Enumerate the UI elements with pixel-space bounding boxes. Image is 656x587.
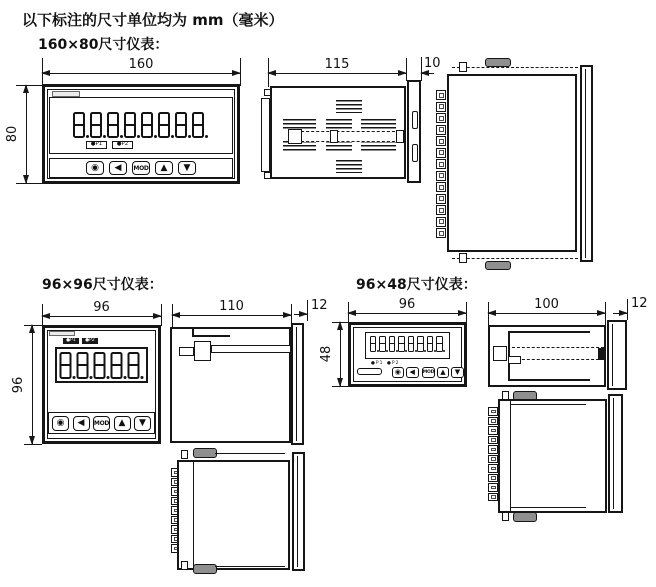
label-tab xyxy=(49,331,75,336)
terminal-strip xyxy=(488,407,498,502)
circle-button: ◉ xyxy=(52,416,69,431)
bezel xyxy=(580,65,593,262)
p1-indicator: ●P1 xyxy=(371,361,384,366)
digit-8 xyxy=(436,336,443,352)
rod-screw-head xyxy=(288,129,302,144)
up-button: ▲ xyxy=(155,161,173,176)
case-body xyxy=(498,399,607,513)
clamp-screw-head xyxy=(502,512,509,521)
p2-indicator: ●P2 xyxy=(112,141,133,149)
button-row xyxy=(50,159,232,177)
bezel-inner-line xyxy=(612,324,613,386)
decimal-point xyxy=(205,135,208,138)
digit-8 xyxy=(398,336,405,352)
digit-8 xyxy=(90,112,102,138)
case-step-line xyxy=(508,379,590,381)
page-title: 以下标注的尺寸单位均为 mm（毫米） xyxy=(22,11,284,29)
digit-8 xyxy=(127,352,140,379)
digit-8 xyxy=(73,112,85,138)
terminal-block xyxy=(436,102,446,112)
decimal-point xyxy=(154,135,157,138)
left-button: ◀ xyxy=(406,367,419,378)
terminal-block xyxy=(436,182,446,192)
depth-dimension-value: 100 xyxy=(531,298,562,311)
height-dimension-value: 96 xyxy=(12,373,25,396)
circle-button: ◉ xyxy=(392,367,405,378)
rod-nut xyxy=(330,130,338,143)
decimal-point xyxy=(377,350,379,352)
clamp-block xyxy=(194,341,211,361)
bezel-dimension-arrow xyxy=(613,313,627,314)
down-button: ▼ xyxy=(134,416,151,431)
digit-8 xyxy=(379,336,386,352)
mounting-clamp xyxy=(513,512,537,522)
up-button: ▲ xyxy=(114,416,131,431)
mod-button: MOD xyxy=(132,161,150,176)
extension-line xyxy=(16,183,42,184)
terminal-block xyxy=(436,228,446,238)
decimal-point xyxy=(89,376,92,379)
height-dimension xyxy=(11,325,33,444)
width-dimension xyxy=(348,297,466,314)
terminal-block xyxy=(436,136,446,146)
terminal-block xyxy=(436,159,446,169)
decimal-point xyxy=(72,376,75,379)
decimal-point xyxy=(415,350,417,352)
vent-slots xyxy=(361,119,396,131)
bezel-dimension-arrow xyxy=(421,73,434,74)
decimal-point xyxy=(137,135,140,138)
clamp-centerline xyxy=(452,258,578,259)
up-button: ▲ xyxy=(437,367,450,378)
clamp-screw-head xyxy=(493,346,507,361)
digit-8 xyxy=(141,112,153,138)
decimal-point xyxy=(396,350,398,352)
bezel xyxy=(291,323,304,445)
depth-dimension xyxy=(268,57,406,74)
vent-slots xyxy=(361,141,396,153)
section-label-96x48: 96×48尺寸仪表： xyxy=(356,277,477,293)
terminal-block xyxy=(488,474,498,483)
terminal-block xyxy=(488,483,498,492)
panel-outline xyxy=(42,84,240,184)
rod-nut xyxy=(396,130,404,143)
clamp-rail xyxy=(211,345,291,353)
decimal-point xyxy=(140,376,143,379)
terminal-strip xyxy=(436,90,446,240)
mounting-clamp xyxy=(193,448,217,458)
button-bar xyxy=(48,412,155,434)
button-row xyxy=(49,413,154,433)
rod-centerline xyxy=(512,359,604,360)
terminal-block xyxy=(488,445,498,454)
height-dimension-value: 80 xyxy=(6,123,19,146)
case-step-line xyxy=(192,335,230,337)
mod-button: MOD xyxy=(422,367,435,378)
bezel-inner-line xyxy=(296,327,297,441)
rod-centerline xyxy=(512,347,604,348)
seven-segment-display xyxy=(370,336,446,352)
p2-indicator: ●P2 xyxy=(82,338,98,344)
width-dimension-value: 160 xyxy=(126,58,157,71)
down-button: ▼ xyxy=(178,161,196,176)
width-dimension xyxy=(42,300,161,317)
bezel-latch-slot xyxy=(412,144,418,162)
terminal-block xyxy=(436,113,446,123)
mounting-clamp xyxy=(485,58,511,67)
width-dimension-value: 96 xyxy=(396,298,419,311)
terminal-block xyxy=(436,194,446,204)
panel-outline xyxy=(348,322,467,387)
p1-indicator: ●P1 xyxy=(86,141,107,149)
clamp-screw-head xyxy=(181,561,188,570)
digit-8 xyxy=(93,352,106,379)
width-dimension-value: 96 xyxy=(90,301,113,314)
bezel-dimension-arrow xyxy=(294,314,307,315)
mounting-flange xyxy=(261,98,270,172)
down-button: ▼ xyxy=(451,367,464,378)
clamp-rail-line xyxy=(215,453,285,454)
left-button: ◀ xyxy=(109,161,127,176)
terminal-block xyxy=(436,125,446,135)
clamp-screw-head xyxy=(459,62,467,72)
left-button: ◀ xyxy=(73,416,90,431)
bezel-dimension-value: 10 xyxy=(424,56,441,71)
case-step-line xyxy=(511,404,586,405)
digit-8 xyxy=(389,336,396,352)
case-body xyxy=(447,74,577,252)
terminal-block xyxy=(488,493,498,502)
clamp-rail-line xyxy=(215,566,285,567)
digit-8 xyxy=(110,352,123,379)
terminal-block xyxy=(436,171,446,181)
terminal-block xyxy=(488,426,498,435)
case-inner-line xyxy=(510,400,511,512)
bezel-inner-line xyxy=(297,456,298,567)
case-step-line xyxy=(508,331,590,333)
terminal-block xyxy=(488,455,498,464)
display-window xyxy=(365,332,450,359)
depth-dimension-value: 110 xyxy=(216,300,247,313)
digit-8 xyxy=(107,112,119,138)
case-inner-line xyxy=(193,461,194,569)
digit-8 xyxy=(175,112,187,138)
clamp-block xyxy=(508,356,521,364)
section-label-160x80: 160×80尺寸仪表： xyxy=(38,37,169,53)
seven-segment-display xyxy=(59,352,144,379)
height-dimension-value: 48 xyxy=(320,343,333,366)
terminal-block xyxy=(488,417,498,426)
rod-end-nub xyxy=(598,348,605,360)
clamp-screw-head xyxy=(181,450,188,459)
decimal-point xyxy=(171,135,174,138)
bezel xyxy=(292,452,305,571)
bezel xyxy=(608,394,623,513)
bezel-dimension-value: 12 xyxy=(631,296,648,311)
terminal-block xyxy=(488,436,498,445)
mounting-rod xyxy=(291,131,405,142)
terminal-block xyxy=(436,217,446,227)
vent-slots xyxy=(336,100,362,113)
terminal-block xyxy=(436,205,446,215)
display-window xyxy=(55,347,148,383)
vent-slots xyxy=(336,160,362,173)
extension-line xyxy=(16,85,42,86)
digit-8 xyxy=(408,336,415,352)
digit-8 xyxy=(158,112,170,138)
depth-dimension-value: 115 xyxy=(322,58,353,71)
digit-8 xyxy=(124,112,136,138)
depth-dimension xyxy=(172,299,291,316)
button-group-left xyxy=(391,366,419,378)
circle-button: ◉ xyxy=(86,161,104,176)
clamp-screw-head xyxy=(459,253,467,263)
p1-indicator: ●P1 xyxy=(63,338,79,344)
terminal-block xyxy=(488,464,498,473)
panel-outline xyxy=(42,325,161,444)
width-dimension xyxy=(42,57,240,74)
bezel-inner-line xyxy=(613,398,614,509)
button-group-right xyxy=(422,366,464,378)
height-dimension xyxy=(5,85,27,183)
mounting-clamp xyxy=(485,261,511,270)
depth-dimension xyxy=(488,297,605,314)
bezel xyxy=(607,320,627,390)
decimal-point xyxy=(106,376,109,379)
digit-8 xyxy=(427,336,434,352)
decimal-point xyxy=(120,135,123,138)
display-window xyxy=(49,97,233,154)
terminal-block xyxy=(436,90,446,100)
clamp-screw-tip xyxy=(179,347,194,356)
p2-indicator: ●P2 xyxy=(387,361,400,366)
decimal-point xyxy=(434,350,436,352)
label-slot xyxy=(357,368,382,375)
terminal-block xyxy=(436,148,446,158)
clamp-centerline xyxy=(452,67,578,68)
bezel-inner-line xyxy=(585,69,586,258)
digit-8 xyxy=(192,112,204,138)
button-bar xyxy=(49,158,233,178)
case-step-line xyxy=(511,507,586,508)
decimal-point xyxy=(103,135,106,138)
bezel-latch-slot xyxy=(412,111,418,129)
decimal-point xyxy=(188,135,191,138)
digit-8 xyxy=(417,336,424,352)
bezel xyxy=(407,80,421,183)
seven-segment-display xyxy=(73,112,209,138)
digit-8 xyxy=(59,352,72,379)
height-dimension xyxy=(319,322,341,386)
digit-8 xyxy=(370,336,377,352)
decimal-point xyxy=(123,376,126,379)
digit-8 xyxy=(76,352,89,379)
terminal-block xyxy=(488,407,498,416)
decimal-point xyxy=(443,350,445,352)
section-label-96x96: 96×96尺寸仪表： xyxy=(42,277,163,293)
bezel-dimension-value: 12 xyxy=(311,298,328,313)
mod-button: MOD xyxy=(93,416,110,431)
mounting-clamp xyxy=(193,564,217,574)
decimal-point xyxy=(86,135,89,138)
